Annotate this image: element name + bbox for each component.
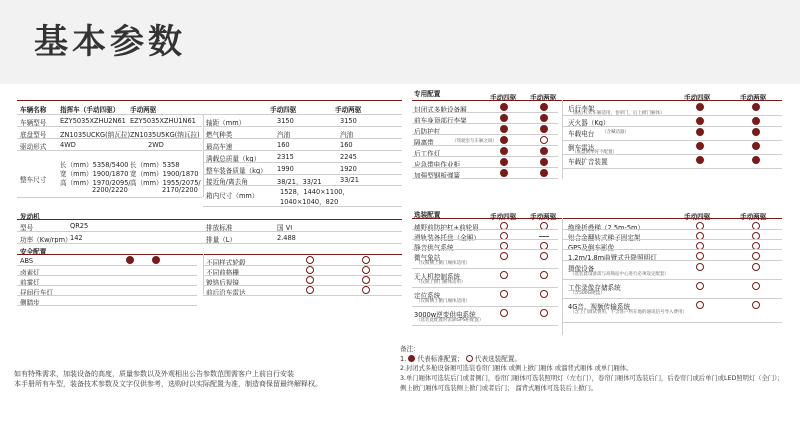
special-left-4-2wd-standard-dot-icon [540, 147, 548, 155]
safety-left-label-3: 昼间行车灯 [20, 289, 53, 297]
safety-right-3-2wd-optional-dot-icon [362, 286, 370, 294]
special-right-sub-3: （底盘倒车时不配置） [572, 150, 617, 155]
col-header-2wd: 手动两驱 [130, 106, 157, 114]
special-right-label-3: 倒车雷达 [568, 144, 595, 152]
safety-right-divider-2 [203, 285, 402, 286]
special-right-2-2wd-standard-dot-icon [752, 128, 760, 136]
page-title: 基本参数 [34, 22, 186, 62]
label-engine-type: 型号 [20, 224, 34, 232]
value-model-4wd: EZY5035XZHU2N61 [60, 117, 126, 125]
optional-left-divider-1 [412, 239, 558, 240]
value-size-4wd-3: 2200/2220 [92, 186, 128, 194]
footer-disclaimer [14, 369, 322, 389]
safety-right-divider-1 [203, 275, 402, 276]
special-left-label-3: 隔离带 [414, 139, 434, 147]
special-right-label-2: 车载电台 [568, 130, 595, 138]
label-fuel: 燃气种类 [206, 131, 233, 139]
optional-right-label-2: GPS及倒车影像 [568, 244, 615, 252]
safety-left-0-4wd-standard-dot-icon [126, 256, 134, 264]
special-left-label-4: 后工作灯 [414, 150, 441, 158]
value-size-2wd-2: 高（mm）1955/2075/ [130, 179, 201, 187]
optional-right-divider-1 [562, 239, 782, 240]
label-box: 箱内尺寸（mm） [206, 192, 259, 200]
special-right-1-4wd-standard-dot-icon [696, 117, 704, 125]
value-chassis-4wd: ZN1035UCKG(纳瓦拉) [60, 131, 131, 139]
safety-left-label-2: 前雾灯 [20, 279, 40, 287]
notes-line-4: 侧上掀门厢体可选装侧上掀门或者后门； 溜背式厢体可选装后上掀门。 [400, 385, 598, 392]
value-mass-4wd: 2315 [277, 153, 294, 161]
optional-right-label-6: 4G音、视频传输系统 [568, 303, 631, 311]
special-col-2wd: 手动两驱 [530, 94, 557, 102]
optional-right-label-3: 1.2m/1.8m曲臂式升降照明灯 [568, 254, 657, 262]
optional-left-6-4wd-optional-dot-icon [500, 309, 508, 317]
optional-left-label-2: 静音供气系统 [414, 244, 454, 252]
optional-dot-icon [466, 355, 473, 362]
optional-right-label-4: 摄像设备 [568, 265, 595, 273]
optional-right-label-1: 铝合金翻转式梯子固定架 [568, 234, 641, 242]
label-mass: 满载总质量（kg） [206, 155, 261, 163]
label-displacement: 排量（L） [206, 236, 237, 244]
special-left-3-2wd-optional-dot-icon [540, 136, 548, 144]
optional-left-divider-0 [412, 229, 558, 230]
optional-column-divider [562, 218, 563, 335]
optional-right-4-4wd-optional-dot-icon [696, 263, 704, 271]
optional-right-label-5: 工作录像存储系统 [568, 284, 621, 292]
safety-left-divider-0 [17, 265, 197, 266]
special-right-divider-1 [562, 126, 782, 127]
safety-left-0-2wd-standard-dot-icon [152, 256, 160, 264]
label-drive: 驱动形式 [20, 143, 47, 151]
optional-left-label-5: 定位系统 [414, 292, 441, 300]
label-wheelbase: 轴距（mm） [206, 119, 246, 127]
value-displacement: 2.488 [277, 234, 296, 242]
value-angle-4wd: 38/21，33/21 [277, 178, 322, 186]
special-right-divider-4 [562, 168, 782, 169]
optional-left-5-2wd-optional-dot-icon [540, 290, 548, 298]
special-left-label-2: 后防护杠 [414, 128, 441, 136]
special-right-label-1: 灭火器（Kg） [568, 119, 610, 127]
special-right-sub-0: （限后杠式车厢适用，卷帘门，后上掀门厢体） [570, 111, 665, 116]
standard-dot-icon [408, 355, 415, 362]
special-left-2-2wd-standard-dot-icon [540, 125, 548, 133]
notes-legend-standard: 代表标准配置； [417, 355, 464, 363]
special-left-label-0: 封闭式多舱设备厢 [414, 106, 467, 114]
optional-right-6-4wd-optional-dot-icon [696, 301, 704, 309]
special-right-divider-0 [562, 115, 782, 116]
optional-left-divider-4 [412, 287, 558, 288]
optional-left-5-4wd-optional-dot-icon [500, 290, 508, 298]
notes-legend [400, 354, 790, 364]
optional-right-divider-0 [562, 229, 782, 230]
special-left-divider-1 [412, 123, 558, 124]
optional-right-divider-2 [562, 249, 782, 250]
optional-right-sub-4: （选装此设备需与高频站中心进行必须设定配套） [570, 272, 669, 277]
safety-left-label-0: ABS [20, 257, 34, 265]
notes-line-2: 2.封闭式多舱设备厢可选装卷帘门厢体 或侧上掀门厢体 或溜背式厢体 或单门厢体。 [400, 365, 633, 372]
value-drive-4wd: 4WD [60, 141, 76, 149]
label-emission: 排放标准 [206, 224, 233, 232]
special-left-sub-3: （驾驶室与车厢之间） [452, 139, 497, 144]
special-right-4-2wd-standard-dot-icon [752, 156, 760, 164]
special-left-0-4wd-standard-dot-icon [500, 103, 508, 111]
value-drive-2wd: 2WD [148, 141, 164, 149]
safety-left-divider-1 [17, 275, 197, 276]
notes-legend-num: 1. [400, 355, 407, 363]
special-right-0-2wd-standard-dot-icon [752, 103, 760, 111]
value-curb-2wd: 1920 [340, 165, 357, 173]
optional-col-4wd: 手动四驱 [490, 213, 517, 221]
optional-right-6-2wd-optional-dot-icon [752, 301, 760, 309]
value-wheelbase-2wd: 3150 [340, 117, 357, 125]
safety-right-divider-3 [203, 295, 402, 296]
optional-right-3-2wd-optional-dot-icon [752, 252, 760, 260]
optional-left-divider-2 [412, 249, 558, 250]
optional-left-4-2wd-optional-dot-icon [540, 271, 548, 279]
optional-left-label-0: 越野前防护杠+前轮眉 [414, 224, 479, 232]
optional-right-5-4wd-optional-dot-icon [696, 282, 704, 290]
safety-left-divider-3 [17, 295, 197, 296]
optional-left-divider-6 [412, 325, 558, 326]
special-right-label-4: 车载扩音装置 [568, 158, 608, 166]
optional-right-divider-4 [562, 279, 782, 280]
optional-left-sub-4: （仅限上掀门厢体适用） [416, 280, 466, 285]
special-left-divider-6 [412, 178, 558, 179]
optional-col-4wd-right: 手动四驱 [684, 213, 711, 221]
optional-title: 选装配置 [414, 211, 441, 219]
special-left-divider-0 [412, 112, 558, 113]
value-size-4wd-0: 长（mm）5358/5400 [60, 161, 129, 169]
safety-right-3-4wd-optional-dot-icon [306, 286, 314, 294]
special-right-sub-2: （含喊话器） [602, 130, 629, 135]
value-box-1: 1040×1040，820 [280, 198, 339, 206]
special-col-2wd-right: 手动两驱 [740, 94, 767, 102]
special-left-divider-4 [412, 156, 558, 157]
optional-col-2wd: 手动两驱 [530, 213, 557, 221]
value-fuel-2wd: 汽油 [340, 131, 354, 139]
notes-line-3: 3.单门厢体可选装后门或者侧门，卷帘门厢体可选装照明灯（左右门），卷帘门厢体可选装后门，后卷帘门或后单门或LED照明灯（全门）； [400, 375, 784, 382]
footer-line-2: 本手册所有车型，装备技术参数及文字仅供参考，选购时以实际配置为准，制造商保留最终解释权。 [14, 380, 322, 388]
special-left-0-2wd-standard-dot-icon [540, 103, 548, 111]
special-left-6-2wd-standard-dot-icon [540, 169, 548, 177]
label-angle: 接近角/离去角 [206, 178, 248, 186]
optional-left-4-4wd-optional-dot-icon [500, 271, 508, 279]
special-left-6-4wd-standard-dot-icon [500, 169, 508, 177]
value-wheelbase-4wd: 3150 [277, 117, 294, 125]
safety-left-label-1: 卤素灯 [20, 269, 40, 277]
value-engine-type: QR25 [70, 222, 89, 230]
safety-left-divider-2 [17, 285, 197, 286]
footer-line-1: 如有特殊需求，加装设备的高度，质量参数以及外观相出公告参数范围需客户上前自行安装 [14, 370, 294, 378]
optional-left-1-2wd-dash-icon [539, 236, 549, 237]
safety-column-divider [203, 254, 204, 294]
engine-title: 发动机 [20, 213, 40, 221]
safety-right-label-0: 不同样式轮毂 [206, 259, 246, 267]
optional-left-sub-3: （仅限侧上掀门厢体适用） [416, 261, 470, 266]
safety-right-label-1: 不同前格栅 [206, 269, 239, 277]
label-chassis: 底盘型号 [20, 131, 47, 139]
special-right-3-2wd-standard-dot-icon [752, 142, 760, 150]
value-size-4wd-2: 高（mm）1970/2095/ [60, 179, 131, 187]
page-header [0, 0, 800, 84]
label-size: 整车尺寸 [20, 176, 47, 184]
value-size-4wd-1: 宽（mm）1900/1870 [60, 170, 129, 178]
special-left-divider-2 [412, 134, 558, 135]
notes-title: 备注： [400, 345, 420, 353]
optional-left-divider-3 [412, 268, 558, 269]
special-right-1-2wd-standard-dot-icon [752, 117, 760, 125]
value-chassis-2wd: ZN1035U5KG(纳瓦拉) [130, 131, 200, 139]
value-size-2wd-1: 宽（mm）1900/1870 [130, 170, 199, 178]
value-fuel-4wd: 汽油 [277, 131, 291, 139]
optional-right-3-4wd-optional-dot-icon [696, 252, 704, 260]
optional-left-label-3: 微气象站 [414, 254, 441, 262]
optional-left-label-6: 3000w逆变供电系统 [414, 311, 476, 319]
special-left-1-2wd-standard-dot-icon [540, 114, 548, 122]
safety-right-0-4wd-optional-dot-icon [306, 256, 314, 264]
special-left-5-2wd-standard-dot-icon [540, 158, 548, 166]
optional-right-divider-6 [562, 322, 782, 323]
safety-left-label-4: 侧踏步 [20, 299, 40, 307]
notes [400, 344, 790, 394]
special-left-5-4wd-standard-dot-icon [500, 158, 508, 166]
col-header-lead: 指挥车（手动四驱） [60, 106, 120, 114]
special-left-label-5: 应急带电作业柜 [414, 161, 461, 169]
safety-right-2-2wd-optional-dot-icon [362, 276, 370, 284]
value-box-0: 1528，1440×1100， [280, 188, 350, 196]
special-left-3-4wd-standard-dot-icon [500, 136, 508, 144]
label-speed: 最高车速 [206, 143, 233, 151]
safety-right-0-2wd-optional-dot-icon [362, 256, 370, 264]
special-left-2-4wd-standard-dot-icon [500, 125, 508, 133]
safety-right-1-2wd-optional-dot-icon [362, 266, 370, 274]
col-header-4wd-right: 手动四驱 [270, 106, 297, 114]
special-right-2-4wd-standard-dot-icon [696, 128, 704, 136]
optional-right-sub-5: （含500G硬盘） [570, 291, 605, 296]
value-angle-2wd: 33/21 [340, 176, 360, 184]
safety-right-label-2: 镀铬后视镜 [206, 279, 239, 287]
safety-left-divider-4 [17, 305, 197, 306]
value-size-2wd-0: 长（mm）5358 [130, 161, 180, 169]
value-power: 142 [70, 234, 83, 242]
safety-right-1-4wd-optional-dot-icon [306, 266, 314, 274]
col-header-2wd-right: 手动两驱 [335, 106, 362, 114]
special-right-divider-3 [562, 154, 782, 155]
value-size-2wd-3: 2170/2200 [162, 186, 198, 194]
optional-left-label-1: 滑轨装备托盘（全厢） [414, 234, 480, 242]
special-left-label-6: 加强型钢板弹簧 [414, 172, 461, 180]
safety-right-divider-0 [203, 265, 402, 266]
value-speed-2wd: 160 [340, 141, 353, 149]
special-left-4-4wd-standard-dot-icon [500, 147, 508, 155]
label-curb: 整车装备质量（kg） [206, 167, 267, 175]
special-right-0-4wd-standard-dot-icon [696, 103, 704, 111]
optional-right-4-2wd-optional-dot-icon [752, 263, 760, 271]
optional-right-5-2wd-optional-dot-icon [752, 282, 760, 290]
optional-left-label-4: 无人机控制系统 [414, 273, 461, 281]
value-curb-4wd: 1990 [277, 165, 294, 173]
optional-col-2wd-right: 手动两驱 [740, 213, 767, 221]
notes-legend-optional: 代表选装配置。 [474, 355, 522, 363]
optional-right-divider-3 [562, 260, 782, 261]
value-emission: 国 VI [277, 224, 293, 232]
optional-right-divider-5 [562, 298, 782, 299]
value-mass-2wd: 2245 [340, 153, 357, 161]
special-right-3-4wd-standard-dot-icon [696, 142, 704, 150]
safety-title: 安全配置 [20, 248, 47, 256]
value-speed-4wd: 160 [277, 141, 290, 149]
optional-left-divider-5 [412, 306, 558, 307]
special-left-label-1: 前车身顶部行李架 [414, 117, 467, 125]
col-header-name: 车辆名称 [20, 106, 47, 114]
special-left-1-4wd-standard-dot-icon [500, 114, 508, 122]
optional-left-sub-5: （仅限侧上掀门厢体适用） [416, 299, 470, 304]
special-column-divider [562, 100, 563, 179]
special-col-4wd: 手动四驱 [490, 94, 517, 102]
safety-right-2-4wd-optional-dot-icon [306, 276, 314, 284]
optional-right-sub-6: （含上门调试费用，不含客户所在地的通讯信号导入费用） [570, 310, 687, 315]
optional-left-sub-6: （选装此配置时去除GPS柜配置） [416, 318, 484, 323]
special-left-divider-3 [412, 145, 558, 146]
value-model-2wd: EZY5035XZHU1N61 [130, 117, 196, 125]
optional-left-6-2wd-optional-dot-icon [540, 309, 548, 317]
optional-left-3-4wd-optional-dot-icon [500, 252, 508, 260]
safety-right-label-3: 前后沿车雷达 [206, 289, 246, 297]
special-right-label-0: 后行李架 [568, 105, 595, 113]
optional-left-3-2wd-optional-dot-icon [540, 252, 548, 260]
label-power: 功率（Kw/rpm） [20, 236, 72, 244]
label-model: 车辆型号 [20, 119, 47, 127]
special-title: 专用配置 [414, 90, 441, 98]
special-col-4wd-right: 手动四驱 [684, 94, 711, 102]
optional-right-label-0: 绝缘折叠梯（2.5m-5m） [568, 224, 645, 232]
special-right-4-4wd-standard-dot-icon [696, 156, 704, 164]
special-right-divider-2 [562, 140, 782, 141]
special-left-divider-5 [412, 167, 558, 168]
